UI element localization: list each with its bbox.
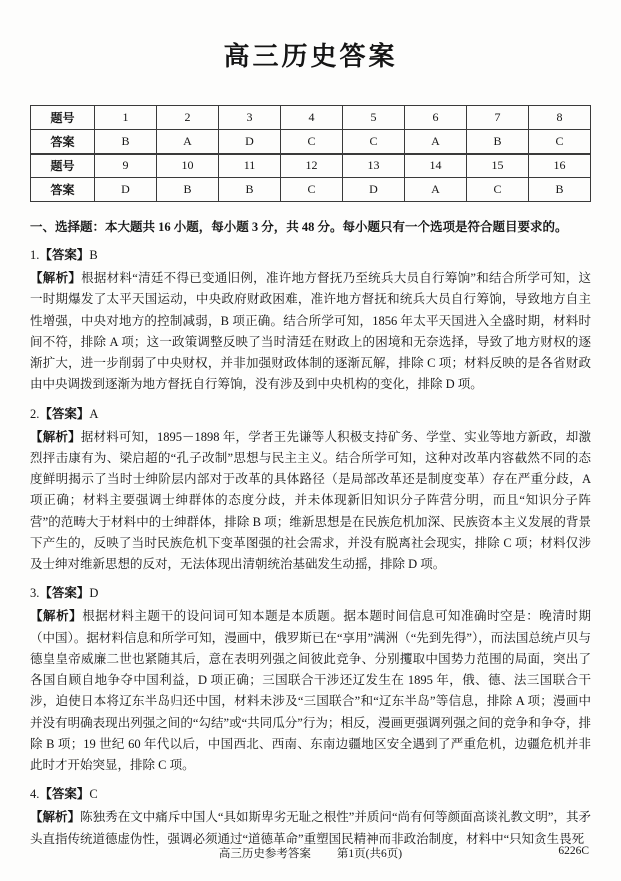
analysis-text: 根据材料“清廷不得已变通旧例，准许地方督抚乃至统兵大员自行筹饷”和结合所学可知，这一时期爆发了太平天国运动，中央政府财政困难，准许地方督抚和统兵大员自行筹饷，导致地方自主性增强，中央对地方的控制减弱，B 项正确。结合所学可知，1856 年太平天国进入全盛时期，材料时间不符，排除 A 项；这一政策调整反映了当时清廷在财政上的困境和无奈选择，导致了地方财权的逐渐扩大，进一步削弱了中央财权，并非加强财政体制的逐渐瓦解，排除 C 项；材料反映的是各省财政由中央调拨到逐渐为地方督抚自行筹饷，没有涉及到中央机构的变化，排除 D 项。 <box>30 271 591 392</box>
answer-line <box>30 245 591 265</box>
table-cell: 11 <box>219 154 281 178</box>
answer-value: B <box>89 248 98 262</box>
answer-line <box>30 784 591 804</box>
answer-table <box>30 105 591 202</box>
footer-paper-code: 6226C <box>558 845 589 857</box>
table-cell: C <box>529 130 591 154</box>
footer-doc-name: 高三历史参考答案 <box>218 848 311 860</box>
table-cell: B <box>219 178 281 202</box>
item-number: 4. <box>30 787 40 802</box>
table-cell: D <box>343 178 405 202</box>
table-cell: 14 <box>405 154 467 178</box>
answer-label: 【答案】 <box>39 586 90 601</box>
table-cell: A <box>157 130 219 154</box>
table-cell: B <box>157 178 219 202</box>
answer-value: A <box>89 406 99 421</box>
analysis-label: 【解析】 <box>30 271 82 285</box>
table-cell: B <box>95 130 157 154</box>
footer-page-number: 第1页(共6页) <box>336 848 403 860</box>
table-cell: B <box>529 178 591 202</box>
table-cell: D <box>219 130 281 154</box>
table-cell: 2 <box>157 106 219 130</box>
table-cell: D <box>95 178 157 202</box>
table-cell: 1 <box>95 106 157 130</box>
table-cell: C <box>343 130 405 154</box>
answer-line <box>30 583 591 603</box>
table-row-answers-1 <box>31 130 591 154</box>
row-header-cell: 题号 <box>31 106 95 130</box>
answer-item-4 <box>30 784 591 850</box>
analysis-label: 【解析】 <box>30 810 81 825</box>
analysis-paragraph <box>30 427 591 576</box>
section-heading: 一、选择题：本大题共 16 小题，每小题 3 分，共 48 分。每小题只有一个选项是符合题目要求的。 <box>30 220 568 234</box>
analysis-label: 【解析】 <box>30 609 83 624</box>
answer-item-2 <box>30 404 591 576</box>
row-header-cell: 答案 <box>31 130 95 154</box>
table-cell: C <box>281 130 343 154</box>
analysis-label: 【解析】 <box>30 429 81 444</box>
item-number: 2. <box>30 406 40 421</box>
answer-line <box>30 404 591 424</box>
table-cell: 4 <box>281 106 343 130</box>
table-cell: C <box>281 178 343 202</box>
table-cell: 7 <box>467 106 529 130</box>
table-cell: 6 <box>405 106 467 130</box>
row-header-cell: 答案 <box>31 178 95 202</box>
table-cell: 16 <box>529 154 591 178</box>
table-cell: 8 <box>529 106 591 130</box>
table-cell: 12 <box>281 154 343 178</box>
item-number: 3. <box>30 586 40 601</box>
table-cell: C <box>467 178 529 202</box>
analysis-text: 据材料可知，1895－1898 年，学者王先谦等人积极支持矿务、学堂、实业等地方新政，却激烈抨击康有为、梁启超的“孔子改制”思想与民主主义。结合所学可知，这种对改革内容截然不同的态度鲜明揭示了当时士绅阶层内部对于改革的具体路径（是局部改革还是制度变革）存在严重分歧，A 项正确；材料主要强调士绅群体的态度分歧，并未体现新旧知识分子阵营分明，而且“知识分子阵营”的范畴大于材料中的士绅群体，排除 B 项；维新思想是在民族危机加深、民族资本主义发展的背景下产生的，反映了当时民族危机下变革图强的社会需求，并没有脱离社会现实，排除 C 项；材料仅涉及士绅对维新思想的反对，无法体现出清朝统治基础发生动摇，排除 D 项。 <box>30 429 591 571</box>
answer-label: 【答案】 <box>39 787 90 802</box>
answer-value: C <box>89 787 98 802</box>
table-cell: A <box>405 178 467 202</box>
analysis-text: 陈独秀在文中痛斥中国人“具如斯卑劣无耻之根性”并质问“尚有何等颜面高谈礼教文明”，其矛头直指传统道德虚伪性，强调必须通过“道德革命”重塑国民精神而非政治制度，材料中“只知贪生畏死 <box>30 810 591 846</box>
table-cell: 13 <box>343 154 405 178</box>
analysis-paragraph <box>30 606 591 776</box>
table-row-qnum-2 <box>31 154 591 178</box>
table-row-answers-2 <box>31 178 591 202</box>
page-title: 高三历史答案 <box>223 42 398 71</box>
table-cell: B <box>467 130 529 154</box>
answer-label: 【答案】 <box>39 406 90 421</box>
analysis-paragraph <box>30 268 591 396</box>
table-cell: 15 <box>467 154 529 178</box>
answer-value: D <box>89 586 99 601</box>
answer-item-1 <box>30 245 591 396</box>
table-cell: 9 <box>95 154 157 178</box>
analysis-text: 根据材料主题干的设问词可知本题是本质题。据本题时间信息可知准确时空是：晚清时期（中国）。据材料信息和所学可知，漫画中，俄罗斯已在“享用”满洲（“先到先得”），而法国总统卢贝与德皇皇帝威廉二世也紧随其后，意在表明列强之间彼此竞争、分别攫取中国势力范围的局面，突出了各国自顾自地争夺中国利益，D 项正确；三国联合干涉还辽发生在 1895 年，俄、德、法三国联合干涉，迫使日本将辽东半岛归还中国，材料未涉及“三国联合”和“辽东半岛”等信息，排除 A 项；漫画中并没有明确表现出列强之间的“勾结”或“共同瓜分”行为；相反，漫画更强调列强之间的竞争和争夺，排除 B 项；19 世纪 60 年代以后，中国西北、西南、东南边疆地区安全遇到了严重危机，边疆危机并非此时才开始突显，排除 C 项。 <box>30 609 591 772</box>
table-cell: 3 <box>219 106 281 130</box>
table-cell: A <box>405 130 467 154</box>
page-footer <box>30 845 591 861</box>
item-number: 1. <box>30 248 40 262</box>
table-cell: 10 <box>157 154 219 178</box>
answer-item-3 <box>30 583 591 776</box>
table-row-qnum-1 <box>31 106 591 130</box>
table-cell: 5 <box>343 106 405 130</box>
answer-label: 【答案】 <box>39 248 90 262</box>
row-header-cell: 题号 <box>31 154 95 178</box>
analysis-paragraph <box>30 807 591 850</box>
